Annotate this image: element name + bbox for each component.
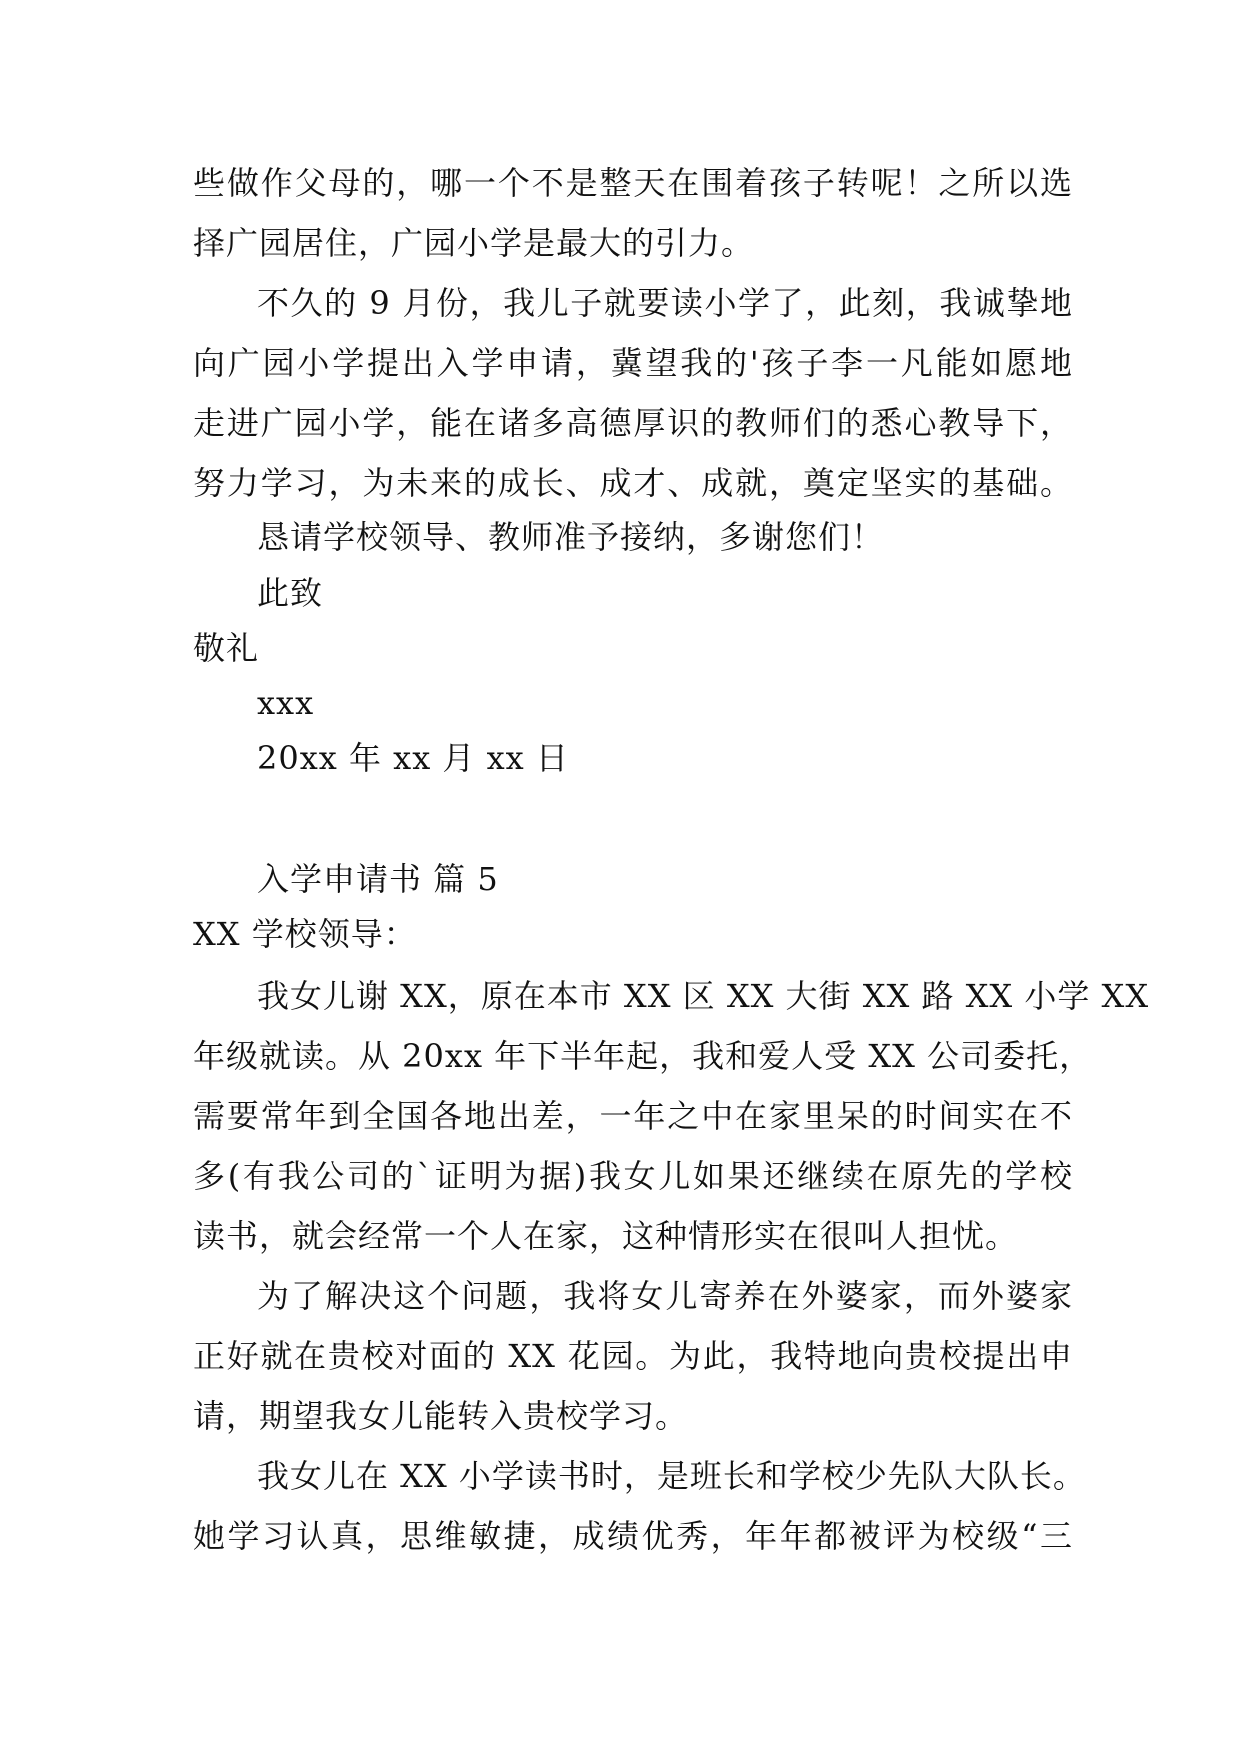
paragraph-line: 恳请学校领导、教师准予接纳，多谢您们！ <box>257 518 885 556</box>
signature: xxx <box>257 684 315 722</box>
paragraph-line: 向广园小学提出入学申请，冀望我的'孩子李一凡能如愿地 <box>193 344 1073 382</box>
paragraph-line: 需要常年到全国各地出差，一年之中在家里呆的时间实在不 <box>193 1097 1073 1135</box>
paragraph-line: 走进广园小学，能在诸多高德厚识的教师们的悉心教导下， <box>193 404 1073 442</box>
paragraph-line: 正好就在贵校对面的 XX 花园。为此，我特地向贵校提出申 <box>193 1337 1073 1375</box>
paragraph-line: 我女儿谢 XX，原在本市 XX 区 XX 大街 XX 路 XX 小学 XX <box>257 977 1150 1015</box>
paragraph-line: 择广园居住，广园小学是最大的引力。 <box>193 224 755 262</box>
paragraph-line: 多(有我公司的`证明为据)我女儿如果还继续在原先的学校 <box>193 1157 1073 1195</box>
closing-line: 此致 <box>257 574 324 612</box>
paragraph-line: 请，期望我女儿能转入贵校学习。 <box>193 1397 689 1435</box>
paragraph-line: 我女儿在 XX 小学读书时，是班长和学校少先队大队长。 <box>257 1457 1086 1495</box>
paragraph-line: 她学习认真，思维敏捷，成绩优秀，年年都被评为校级“三 <box>193 1517 1073 1555</box>
salutation: XX 学校领导： <box>193 915 417 953</box>
paragraph-line: 努力学习，为未来的成长、成才、成就，奠定坚实的基础。 <box>193 464 1073 502</box>
paragraph-line: 些做作父母的，哪一个不是整天在围着孩子转呢！之所以选 <box>193 164 1073 202</box>
section-heading: 入学申请书 篇 5 <box>257 860 499 898</box>
date: 20xx 年 xx 月 xx 日 <box>257 739 569 777</box>
paragraph-line: 读书，就会经常一个人在家，这种情形实在很叫人担忧。 <box>193 1217 1019 1255</box>
paragraph-line: 年级就读。从 20xx 年下半年起，我和爱人受 XX 公司委托， <box>193 1037 1093 1075</box>
closing-line: 敬礼 <box>193 629 260 667</box>
paragraph-line: 不久的 9 月份，我儿子就要读小学了，此刻，我诚挚地 <box>257 284 1073 322</box>
paragraph-line: 为了解决这个问题，我将女儿寄养在外婆家，而外婆家 <box>257 1277 1073 1315</box>
